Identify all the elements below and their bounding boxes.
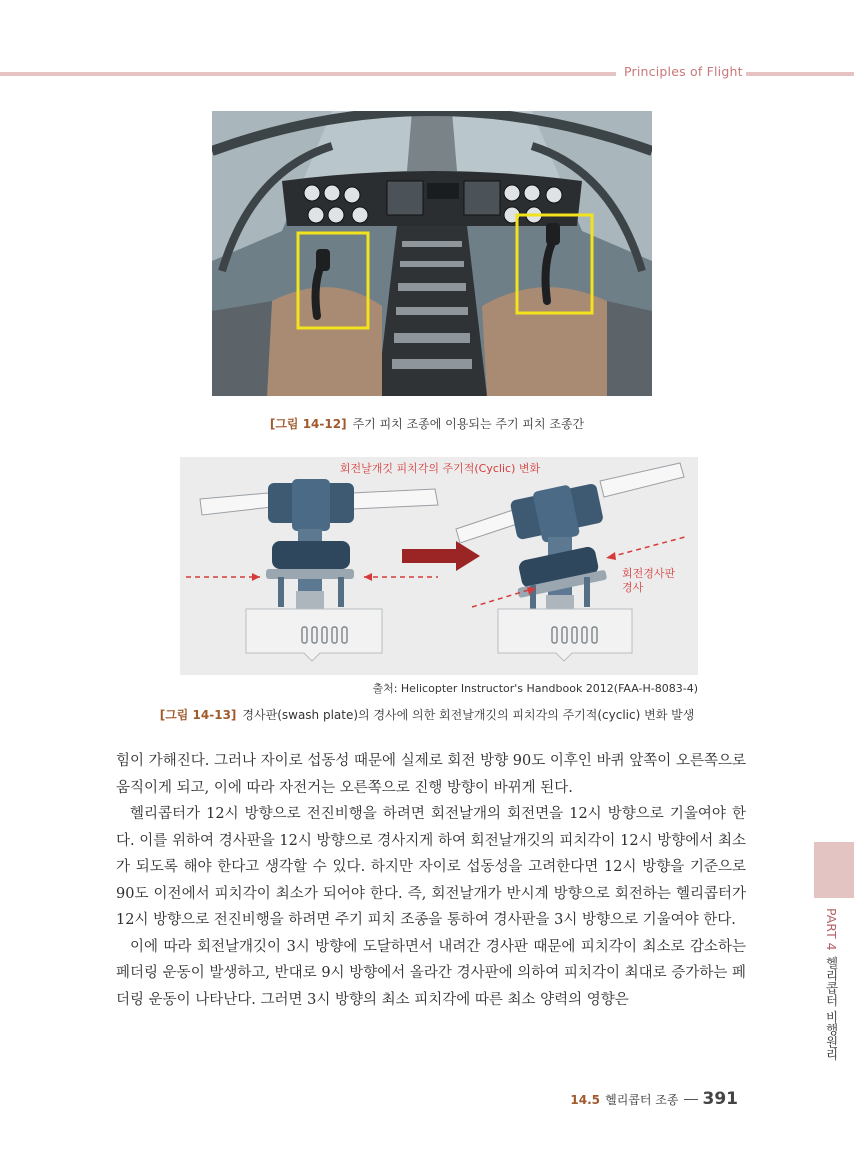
header-rule-left bbox=[0, 72, 616, 76]
diagram-top-label: 회전날개깃 피치각의 주기적(Cyclic) 변화 bbox=[339, 462, 541, 475]
figure-number: [그림 14-12] bbox=[269, 417, 347, 431]
figure-caption-text: 경사판(swash plate)의 경사에 의한 회전날개깃의 피치각의 주기적(cyclic) 변화 발생 bbox=[242, 708, 695, 722]
running-header-title: Principles of Flight bbox=[624, 64, 743, 79]
page-number: 391 bbox=[702, 1089, 738, 1109]
side-tab-marker bbox=[814, 842, 854, 898]
side-tab-part: PART 4 bbox=[824, 908, 839, 951]
side-tab-title: 헬리콥터 비행원리 bbox=[824, 956, 839, 1061]
diagram-tilt-label-line1: 회전경사판 bbox=[622, 567, 676, 580]
body-text bbox=[116, 748, 746, 1013]
page-footer bbox=[570, 1089, 738, 1109]
figure-number: [그림 14-13] bbox=[159, 708, 237, 722]
figure-source: 출처: Helicopter Instructor's Handbook 2012(FAA-H-8083-4) bbox=[372, 682, 698, 695]
figure-14-12-caption bbox=[0, 415, 854, 432]
paragraph: 힘이 가해진다. 그러나 자이로 섭동성 때문에 실제로 회전 방향 90도 이후인 바퀴 앞쪽이 오른쪽으로 움직이게 되고, 이에 따라 자전거는 오른쪽으로 진행 방향이 바뀌게 된다. bbox=[116, 753, 746, 796]
figure-caption-text: 주기 피치 조종에 이용되는 주기 피치 조종간 bbox=[352, 417, 585, 431]
header-rule-right bbox=[746, 72, 854, 76]
diagram-tilt-label-line2: 경사 bbox=[622, 581, 644, 594]
cockpit-photo bbox=[212, 111, 652, 396]
paragraph: 헬리콥터가 12시 방향으로 전진비행을 하려면 회전날개의 회전면을 12시 방향으로 기울여야 한다. 이를 위하여 경사판을 12시 방향으로 경사지게 하여 회전날개깃의 피치각이 12시 방향에서 최소가 되도록 해야 한다고 생각할 수 있다. 하지만 자이로 섭동성을 고려한다면 12시 방향을 기준으로 90도 이전에서 피치각이 최소가 되어야 한다. 즉, 회전날개가 반시계 방향으로 회전하는 헬리콥터가 12시 방향으로 전진비행을 하려면 주기 피치 조종을 통하여 경사판을 3시 방향으로 기울여야 한다. bbox=[116, 806, 746, 928]
paragraph: 이에 따라 회전날개깃이 3시 방향에 도달하면서 내려간 경사판 때문에 피치각이 최소로 감소하는 페더링 운동이 발생하고, 반대로 9시 방향에서 올라간 경사판에 의하여 피치각이 최대로 증가하는 페더링 운동이 나타난다. 그러면 3시 방향의 최소 피치각에 따른 최소 양력의 영향은 bbox=[116, 938, 746, 1008]
footer-section-number: 14.5 bbox=[570, 1093, 601, 1107]
side-tab bbox=[822, 908, 840, 1061]
swash-plate-diagram bbox=[180, 457, 698, 675]
footer-section-title: 헬리콥터 조종 bbox=[605, 1093, 679, 1107]
footer-dash bbox=[684, 1099, 698, 1100]
figure-14-13-caption bbox=[0, 706, 854, 723]
